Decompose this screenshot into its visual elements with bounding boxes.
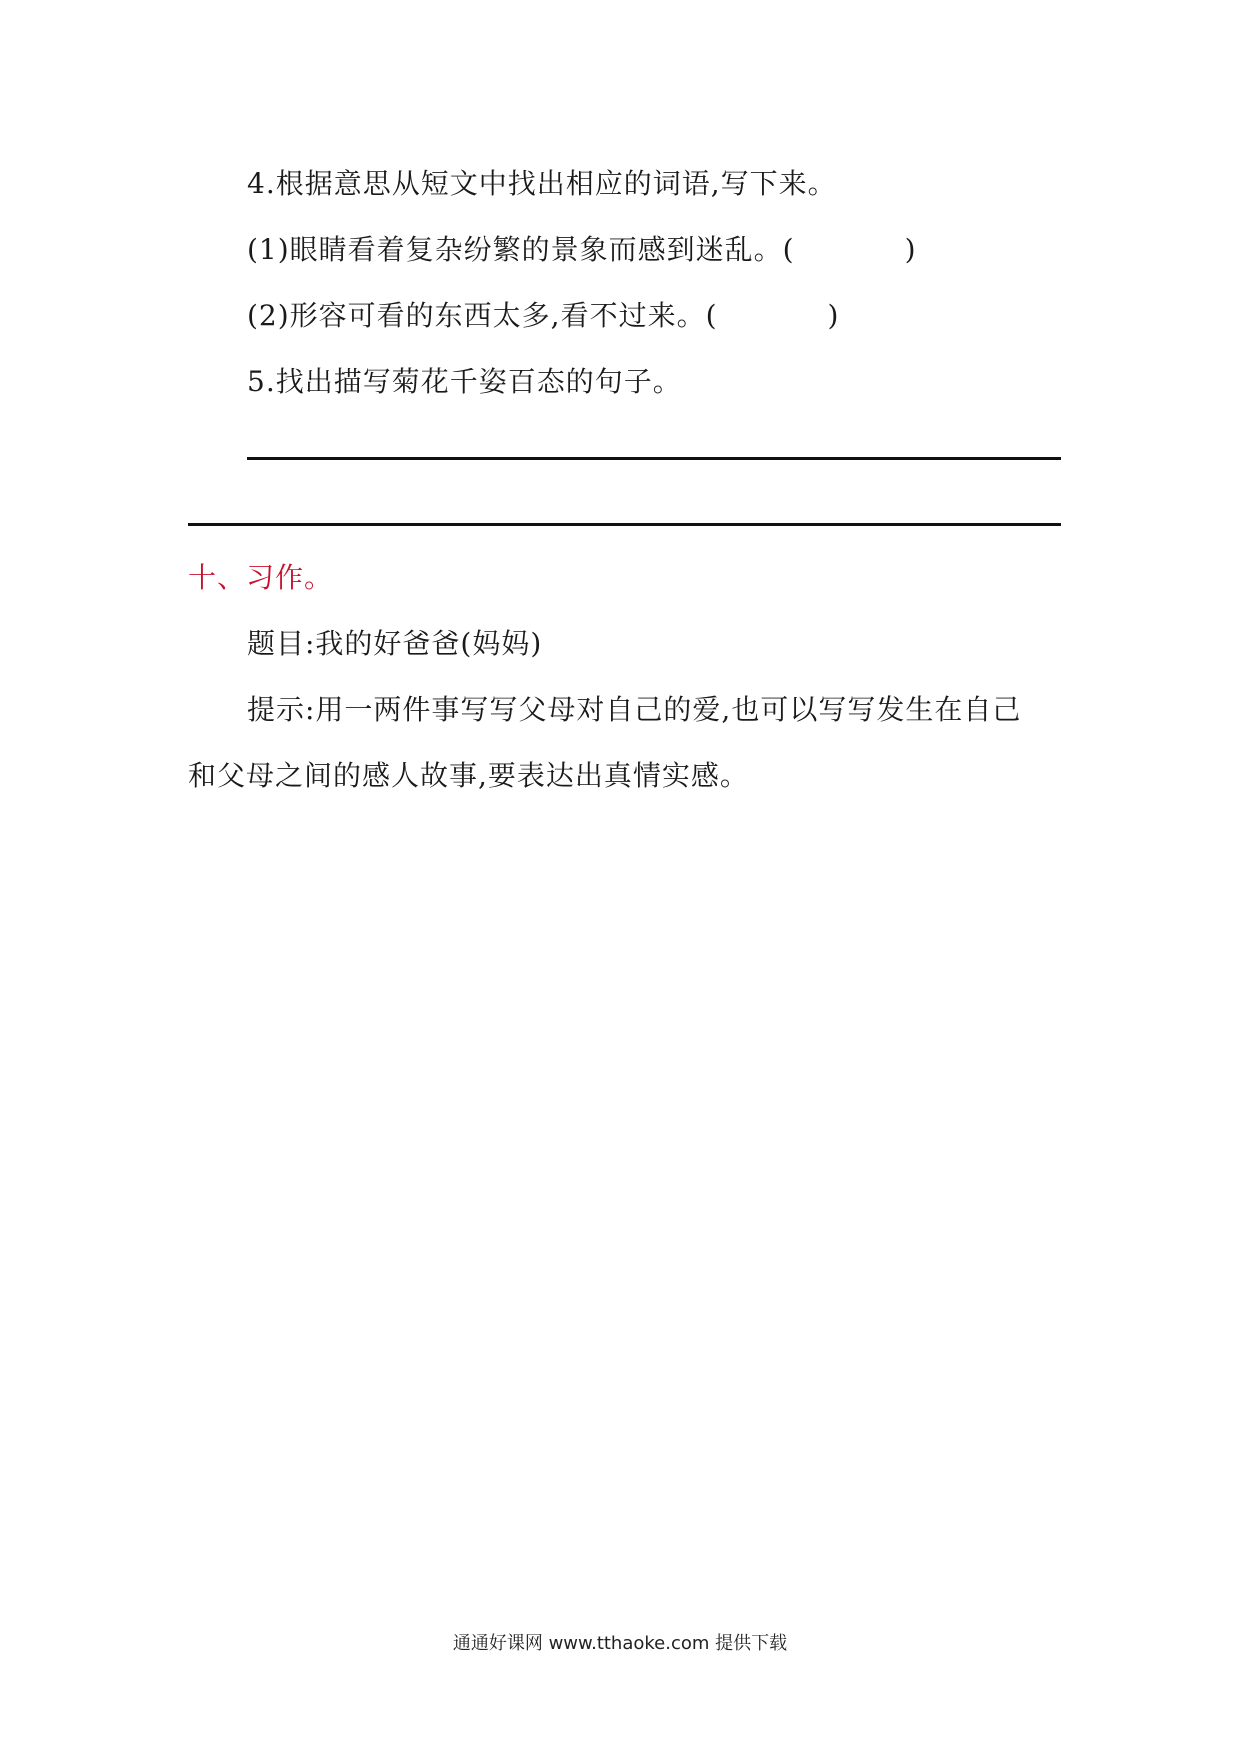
answer-line-2[interactable]	[188, 523, 1061, 526]
composition-hint-line-1: 提示:用一两件事写写父母对自己的爱,也可以写写发生在自己	[247, 693, 1022, 726]
question-5-prompt: 5.找出描写菊花千姿百态的句子。	[247, 365, 682, 398]
question-4-item-1-close: )	[904, 233, 917, 266]
question-4-item-1-text: (1)眼睛看着复杂纷繁的景象而感到迷乱。(	[247, 233, 795, 266]
question-4-item-2-close: )	[827, 299, 840, 332]
question-4-item-2-text: (2)形容可看的东西太多,看不过来。(	[247, 299, 718, 332]
section-10-heading: 十、习作。	[188, 561, 334, 594]
question-4-item-2	[247, 296, 839, 336]
question-4-prompt: 4.根据意思从短文中找出相应的词语,写下来。	[247, 167, 837, 200]
answer-line-1[interactable]	[247, 457, 1061, 460]
composition-hint-line-2: 和父母之间的感人故事,要表达出真情实感。	[188, 759, 749, 792]
composition-topic: 题目:我的好爸爸(妈妈)	[247, 627, 543, 660]
footer-credit: 通通好课网 www.tthaoke.com 提供下载	[452, 1633, 788, 1654]
question-4-item-1	[247, 230, 917, 270]
